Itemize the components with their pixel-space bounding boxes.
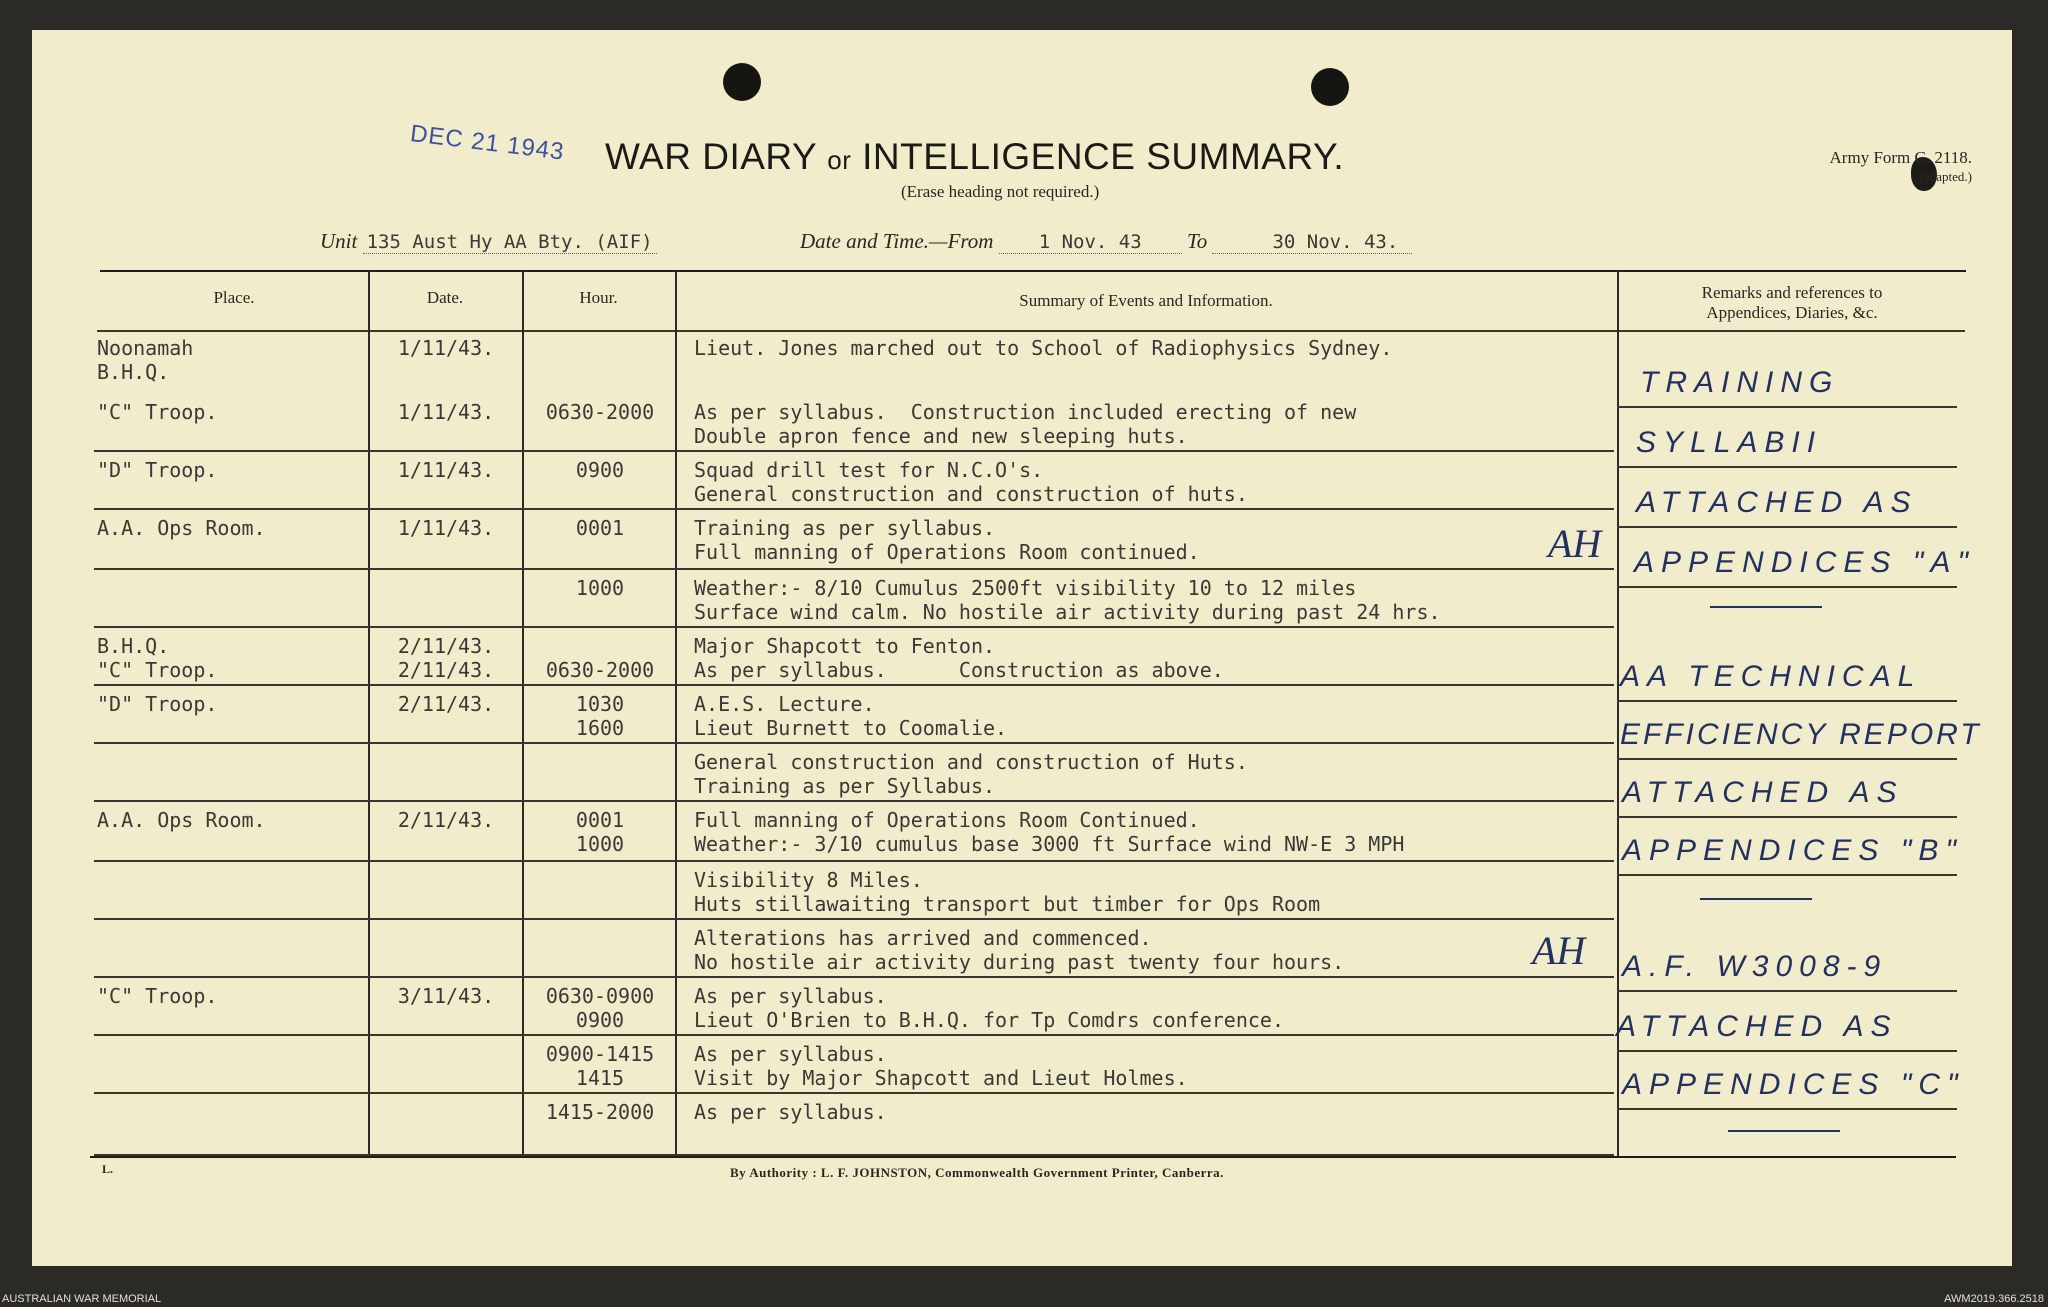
row-rule bbox=[94, 508, 1614, 510]
remark-6: EFFICIENCY REPORT bbox=[1620, 718, 1982, 751]
row-1-date: 1/11/43. bbox=[397, 336, 495, 360]
remark-9: A.F. W3008-9 bbox=[1622, 950, 1888, 983]
row-4-date: 1/11/43. bbox=[397, 516, 495, 540]
row-10-summary: Visibility 8 Miles. Huts stillawaiting transport but timber for Ops Room bbox=[694, 868, 1321, 916]
title-intelligence-summary: INTELLIGENCE SUMMARY. bbox=[862, 136, 1345, 177]
row-2-place: "C" Troop. bbox=[97, 400, 218, 424]
remarks-rule bbox=[1617, 758, 1957, 760]
unit-value: 135 Aust Hy AA Bty. (AIF) bbox=[363, 231, 657, 254]
date-range-line bbox=[800, 229, 1412, 254]
row-6-place: B.H.Q. "C" Troop. bbox=[97, 634, 218, 682]
remark-8: APPENDICES "B" bbox=[1622, 834, 1964, 867]
remarks-rule bbox=[1617, 466, 1957, 468]
row-3-summary: Squad drill test for N.C.O's. General construction and construction of huts. bbox=[694, 458, 1248, 506]
remark-7: ATTACHED AS bbox=[1622, 776, 1904, 809]
army-form-label: Army Form C. 2118. bbox=[1829, 148, 1972, 167]
remarks-rule bbox=[1617, 990, 1957, 992]
remark-4: APPENDICES "A" bbox=[1634, 546, 1976, 579]
row-rule bbox=[94, 626, 1614, 628]
table-top-rule bbox=[100, 270, 1966, 272]
col-divider-date bbox=[522, 271, 524, 1156]
section-dash-1 bbox=[1710, 606, 1822, 608]
row-13-hour: 0900-1415 1415 bbox=[545, 1042, 655, 1090]
row-4-summary: Training as per syllabus. Full manning of Operations Room continued. bbox=[694, 516, 1200, 564]
punch-hole-right bbox=[1311, 68, 1349, 106]
table-bottom-rule bbox=[90, 1156, 1956, 1158]
remarks-rule bbox=[1617, 1050, 1957, 1052]
title-or: or bbox=[827, 145, 852, 175]
row-1-summary: Lieut. Jones marched out to School of Radiophysics Sydney. bbox=[694, 336, 1393, 360]
row-12-date: 3/11/43. bbox=[397, 984, 495, 1008]
row-6-summary: Major Shapcott to Fenton. As per syllabus. Construction as above. bbox=[694, 634, 1224, 682]
col-header-place: Place. bbox=[213, 288, 255, 307]
remarks-rule bbox=[1617, 700, 1957, 702]
credit-right: AWM2019.366.2518 bbox=[1944, 1293, 2044, 1305]
credit-left: AUSTRALIAN WAR MEMORIAL bbox=[2, 1293, 162, 1305]
remarks-rule bbox=[1617, 586, 1957, 588]
to-label: To bbox=[1186, 229, 1208, 253]
row-11-summary: Alterations has arrived and commenced. No hostile air activity during past twenty four hours. bbox=[694, 926, 1345, 974]
printer-authority: By Authority : L. F. JOHNSTON, Commonwealth Government Printer, Canberra. bbox=[730, 1165, 1224, 1180]
remarks-rule bbox=[1617, 874, 1957, 876]
row-4-hour: 0001 bbox=[575, 516, 625, 540]
col-divider-hour bbox=[675, 271, 677, 1156]
row-3-date: 1/11/43. bbox=[397, 458, 495, 482]
row-rule bbox=[94, 742, 1614, 744]
row-12-summary: As per syllabus. Lieut O'Brien to B.H.Q. for Tp Comdrs conference. bbox=[694, 984, 1285, 1032]
row-rule bbox=[94, 800, 1614, 802]
row-2-summary: As per syllabus. Construction included erecting of new Double apron fence and new sleeping huts. bbox=[694, 400, 1357, 448]
remark-2: SYLLABII bbox=[1636, 426, 1823, 459]
unit-label: Unit bbox=[320, 229, 358, 253]
remark-11: APPENDICES "C" bbox=[1622, 1068, 1965, 1101]
row-13-summary: As per syllabus. Visit by Major Shapcott and Lieut Holmes. bbox=[694, 1042, 1188, 1090]
form-number bbox=[1830, 148, 1972, 186]
initials-2: AH bbox=[1532, 928, 1586, 973]
row-rule bbox=[94, 918, 1614, 920]
row-rule bbox=[94, 1034, 1614, 1036]
date-label: Date and Time.—From bbox=[800, 229, 994, 253]
row-2-date: 1/11/43. bbox=[397, 400, 495, 424]
row-rule bbox=[94, 450, 1614, 452]
col-header-remarks: Remarks and references to Appendices, Diaries, &c. bbox=[1701, 283, 1883, 322]
col-header-summary: Summary of Events and Information. bbox=[1019, 291, 1273, 310]
row-2-hour: 0630-2000 bbox=[545, 400, 655, 424]
date-from: 1 Nov. 43 bbox=[999, 231, 1182, 254]
section-dash-3 bbox=[1728, 1130, 1840, 1132]
subtitle: (Erase heading not required.) bbox=[901, 182, 1100, 201]
row-6-hour: 0630-2000 bbox=[545, 658, 655, 682]
remarks-rule bbox=[1617, 816, 1957, 818]
row-14-hour: 1415-2000 bbox=[545, 1100, 655, 1124]
remark-10: ATTACHED AS bbox=[1616, 1010, 1898, 1043]
row-rule bbox=[94, 684, 1614, 686]
footer-code: L. bbox=[102, 1162, 114, 1176]
row-7-summary: A.E.S. Lecture. Lieut Burnett to Coomalie. bbox=[694, 692, 1008, 740]
header-rule bbox=[97, 330, 1965, 332]
punch-hole-left bbox=[723, 63, 761, 101]
row-12-hour: 0630-0900 0900 bbox=[545, 984, 655, 1032]
row-7-hour: 1030 1600 bbox=[575, 692, 625, 740]
remarks-rule bbox=[1617, 406, 1957, 408]
remark-1: TRAINING bbox=[1640, 366, 1840, 399]
row-9-date: 2/11/43. bbox=[397, 808, 495, 832]
initials-1: AH bbox=[1548, 521, 1602, 566]
row-4-place: A.A. Ops Room. bbox=[97, 516, 266, 540]
title-war-diary: WAR DIARY bbox=[605, 136, 817, 177]
row-rule bbox=[94, 860, 1614, 862]
row-3-place: "D" Troop. bbox=[97, 458, 218, 482]
col-header-hour: Hour. bbox=[579, 288, 618, 307]
row-12-place: "C" Troop. bbox=[97, 984, 218, 1008]
page-title bbox=[605, 136, 1344, 178]
date-stamp: DEC 21 1943 bbox=[408, 120, 566, 166]
row-3-hour: 0900 bbox=[575, 458, 625, 482]
row-rule bbox=[94, 1092, 1614, 1094]
unit-line bbox=[320, 229, 657, 254]
row-5-hour: 1000 bbox=[575, 576, 625, 600]
remark-3: ATTACHED AS bbox=[1636, 486, 1918, 519]
remarks-rule bbox=[1617, 526, 1957, 528]
col-header-date: Date. bbox=[426, 288, 464, 307]
row-7-date: 2/11/43. bbox=[397, 692, 495, 716]
row-7-place: "D" Troop. bbox=[97, 692, 218, 716]
row-6-date: 2/11/43. 2/11/43. bbox=[397, 634, 495, 682]
row-rule bbox=[94, 1154, 1614, 1156]
date-to: 30 Nov. 43. bbox=[1212, 231, 1412, 254]
row-8-summary: General construction and construction of Huts. Training as per Syllabus. bbox=[694, 750, 1248, 798]
row-rule bbox=[94, 568, 1614, 570]
row-rule bbox=[94, 976, 1614, 978]
row-14-summary: As per syllabus. bbox=[694, 1100, 887, 1124]
row-9-place: A.A. Ops Room. bbox=[97, 808, 266, 832]
row-9-summary: Full manning of Operations Room Continued. Weather:- 3/10 cumulus base 3000 ft Surface wind NW-E 3 MPH bbox=[694, 808, 1405, 856]
army-form-note: (adapted.) bbox=[1919, 169, 1972, 184]
remarks-rule bbox=[1617, 1108, 1957, 1110]
remark-5: AA TECHNICAL bbox=[1620, 660, 1922, 693]
col-divider-place bbox=[368, 271, 370, 1156]
row-1-place: Noonamah B.H.Q. bbox=[97, 336, 194, 384]
row-9-hour: 0001 1000 bbox=[575, 808, 625, 856]
section-dash-2 bbox=[1700, 898, 1812, 900]
row-5-summary: Weather:- 8/10 Cumulus 2500ft visibility 10 to 12 miles Surface wind calm. No hostile air activity during past 24 hrs. bbox=[694, 576, 1441, 624]
